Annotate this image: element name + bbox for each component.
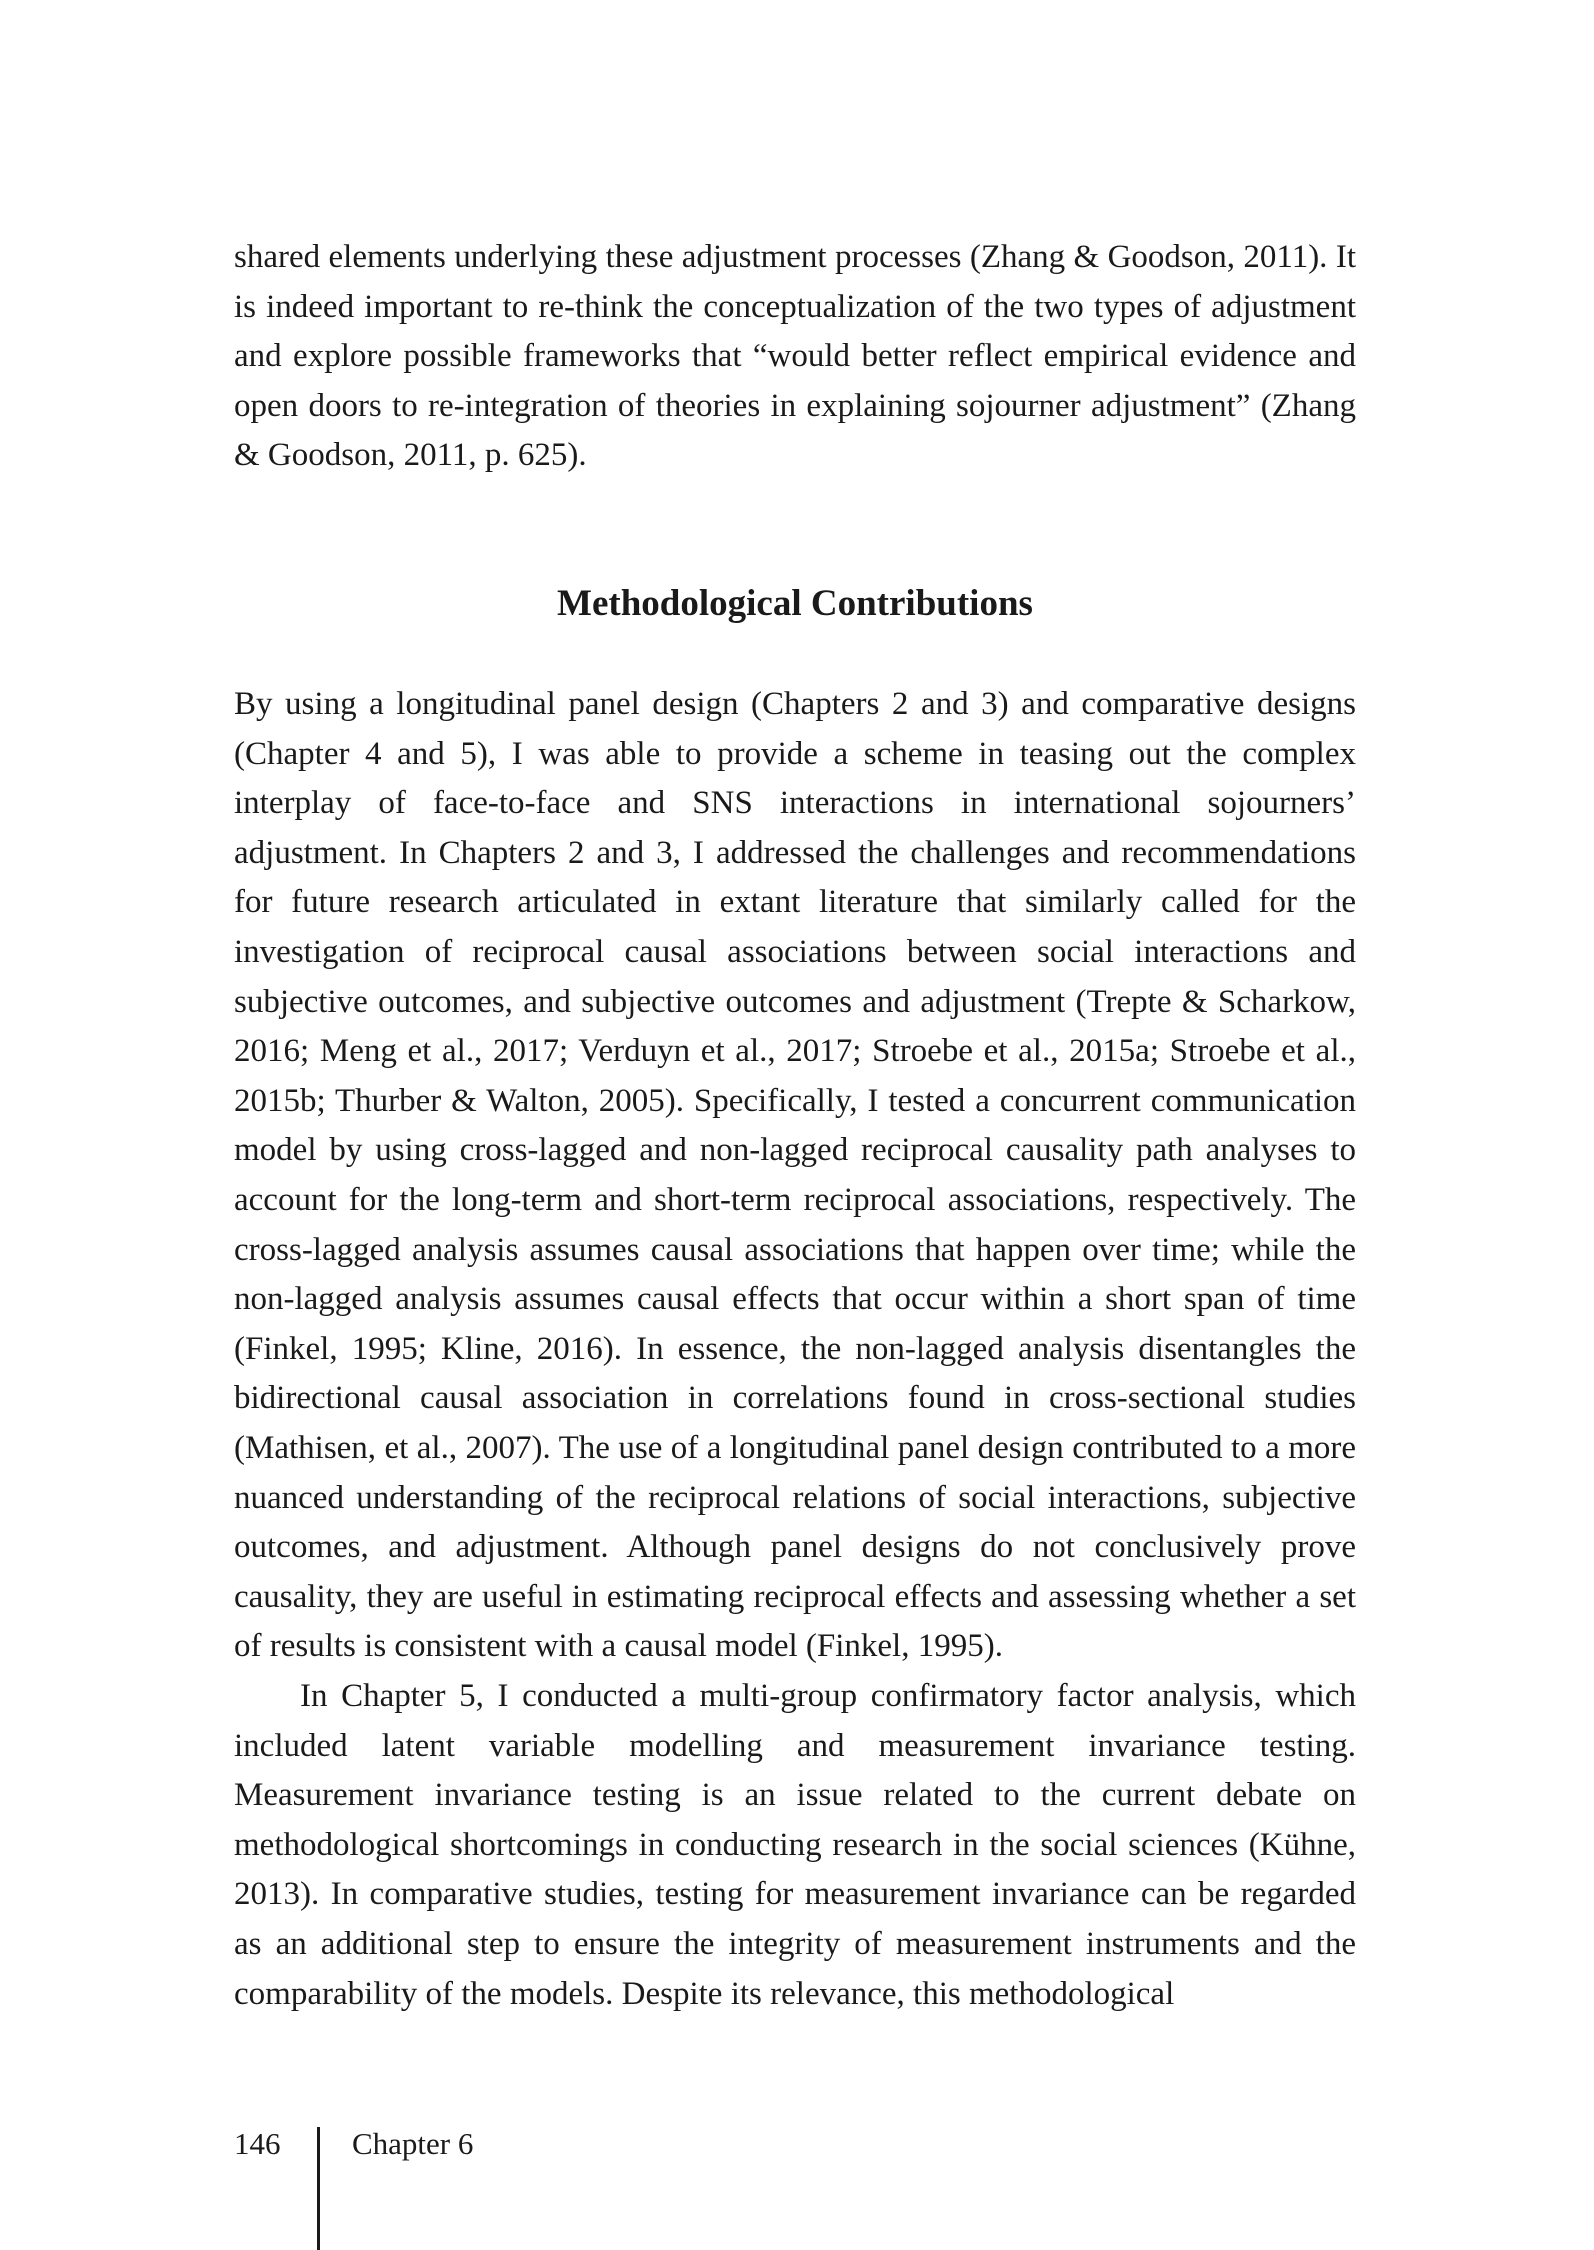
methodology-paragraph-2 (234, 1672, 1356, 2019)
section-heading: Methodological Contributions (557, 583, 1033, 624)
methodology-paragraph-1 (234, 680, 1356, 1672)
running-footer-chapter: Chapter 6 (352, 2126, 474, 2161)
footer-divider (317, 2127, 320, 2250)
continued-paragraph (234, 233, 1356, 481)
page-number: 146 (234, 2126, 281, 2161)
body-paragraph-intro: shared elements underlying these adjustment processes (Zhang & Goodson, 2011). It is indeed important to re-think the conceptualization of the two types of adjustment and explore possible frameworks that “would better reflect empirical evidence and open doors to re-integration of theories in explaining sojourner adjustment” (Zhang & Goodson, 2011, p. 625). (234, 239, 1356, 474)
body-paragraph: By using a longitudinal panel design (Chapters 2 and 3) and comparative designs (Chapter 4 and 5), I was able to provide a scheme in teasing out the complex interplay of face-to-face and SNS interactions in international sojourners’ adjustment. In Chapters 2 and 3, I addressed the challenges and recommendations for future research articulated in extant literature that similarly called for the investigation of reciprocal causal associations between social interactions and subjective outcomes, and subjective outcomes and adjustment (Trepte & Scharkow, 2016; Meng et al., 2017; Verduyn et al., 2017; Stroebe et al., 2015a; Stroebe et al., 2015b; Thurber & Walton, 2005). Specifically, I tested a concurrent communication model by using cross-lagged and non-lagged reciprocal causality path analyses to account for the long-term and short-term reciprocal associations, respectively. The cross-lagged analysis assumes causal associations that happen over time; while the non-lagged analysis assumes causal effects that occur within a short span of time (Finkel, 1995; Kline, 2016). In essence, the non-lagged analysis disentangles the bidirectional causal association in correlations found in cross-sectional studies (Mathisen, et al., 2007). The use of a longitudinal panel design contributed to a more nuanced understanding of the reciprocal relations of social interactions, subjective outcomes, and adjustment. Although panel designs do not conclusively prove causality, they are useful in estimating reciprocal effects and assessing whether a set of results is consistent with a causal model (Finkel, 1995). (234, 686, 1356, 1665)
body-paragraph: In Chapter 5, I conducted a multi-group confirmatory factor analysis, which included latent variable modelling and measurement invariance testing. Measurement invariance testing is an issue related to the current debate on methodological shortcomings in conducting research in the social sciences (Kühne, 2013). In comparative studies, testing for measurement invariance can be regarded as an additional step to ensure the integrity of measurement instruments and the comparability of the models. Despite its relevance, this methodological (234, 1678, 1356, 2012)
